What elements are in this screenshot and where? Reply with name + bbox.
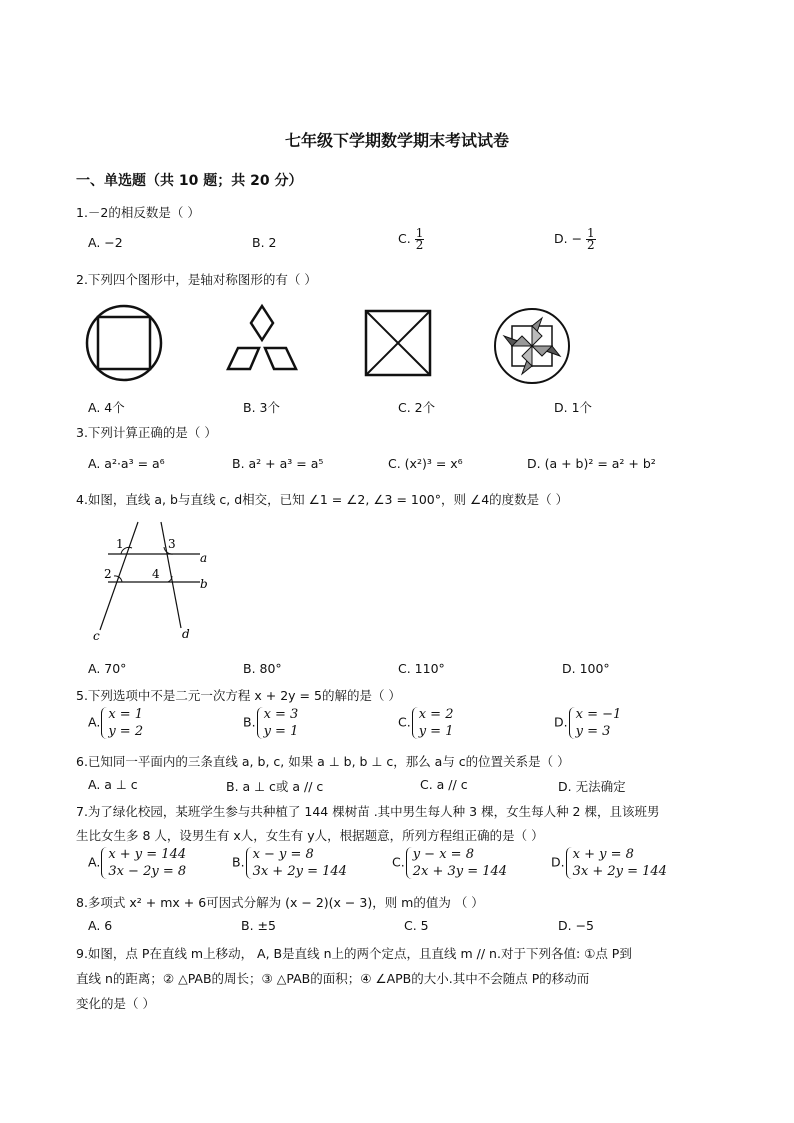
q7-b-eq2: 3x + 2y = 144 bbox=[252, 864, 347, 879]
question-7-stem-line1: 7.为了绿化校园，某班学生参与共种植了 144 棵树苗 .其中男生每人种 3 棵，女生每人种 2 棵，且该班男 bbox=[76, 804, 660, 819]
q7-a-eq2: 3x − 2y = 8 bbox=[108, 864, 187, 879]
q4-option-b: B. 80° bbox=[243, 661, 282, 676]
q4-option-a: A. 70° bbox=[88, 661, 127, 676]
q5-b-eq1: x = 3 bbox=[263, 707, 299, 722]
q7-a-eq1: x + y = 144 bbox=[108, 847, 187, 862]
q1-option-b: B. 2 bbox=[252, 235, 277, 250]
q5-option-b bbox=[243, 706, 298, 740]
q8-option-d: D. −5 bbox=[558, 918, 594, 933]
q8-option-a: A. 6 bbox=[88, 918, 113, 933]
question-3-stem: 3.下列计算正确的是（ ） bbox=[76, 425, 217, 440]
q5-c-eq1: x = 2 bbox=[418, 707, 454, 722]
question-9-line1: 9.如图，点 P在直线 m上移动， A, B是直线 n上的两个定点，且直线 m // n.对于下列各值: ①点 P到 bbox=[76, 946, 632, 961]
q5-d-eq2: y = 3 bbox=[575, 724, 611, 739]
page-title: 七年级下学期数学期末考试试卷 bbox=[284, 131, 509, 150]
q7-d-system bbox=[565, 846, 667, 880]
label-angle-2: 2 bbox=[104, 567, 112, 581]
question-8-stem: 8.多项式 x² + mx + 6可因式分解为 (x − 2)(x − 3)，则 m的值为 （ ） bbox=[76, 895, 484, 910]
q5-a-eq1: x = 1 bbox=[108, 707, 144, 722]
figure-circle-square bbox=[84, 303, 164, 383]
q5-option-d bbox=[554, 706, 621, 740]
q7-a-prefix: A. bbox=[88, 854, 101, 870]
q7-option-d bbox=[551, 846, 667, 880]
q5-d-system bbox=[568, 706, 622, 740]
q5-d-eq1: x = −1 bbox=[575, 707, 622, 722]
q5-a-prefix: A. bbox=[88, 714, 101, 730]
q7-option-b bbox=[232, 846, 347, 880]
q7-option-a bbox=[88, 846, 186, 880]
q3-option-a: A. a²·a³ = a⁶ bbox=[88, 456, 165, 471]
q7-c-prefix: C. bbox=[392, 854, 405, 870]
q5-b-eq2: y = 1 bbox=[263, 724, 299, 739]
q7-b-eq1: x − y = 8 bbox=[252, 847, 314, 862]
label-line-c: c bbox=[93, 629, 100, 643]
q7-d-prefix: D. bbox=[551, 854, 565, 870]
q1-c-num: 1 bbox=[415, 226, 424, 240]
q2-option-b: B. 3个 bbox=[243, 400, 280, 415]
q7-d-eq1: x + y = 8 bbox=[572, 847, 634, 862]
label-line-b: b bbox=[200, 577, 208, 591]
q5-c-prefix: C. bbox=[398, 714, 411, 730]
q8-option-c: C. 5 bbox=[404, 918, 429, 933]
q5-d-prefix: D. bbox=[554, 714, 568, 730]
q1-c-prefix: C. bbox=[398, 231, 411, 246]
q7-c-eq2: 2x + 3y = 144 bbox=[412, 864, 508, 879]
question-7-stem-line2: 生比女生多 8 人，设男生有 x人，女生有 y人，根据题意，所列方程组正确的是（ ） bbox=[76, 828, 544, 843]
question-4-stem: 4.如图，直线 a, b与直线 c, d相交，已知 ∠1 = ∠2, ∠3 = 100°，则 ∠4的度数是（ ） bbox=[76, 492, 569, 507]
figure-pinwheel-circle bbox=[492, 306, 572, 386]
figure-three-rhombi bbox=[224, 303, 300, 375]
q7-d-eq2: 3x + 2y = 144 bbox=[572, 864, 667, 879]
q7-b-system bbox=[245, 846, 347, 880]
question-2-stem: 2.下列四个图形中，是轴对称图形的有（ ） bbox=[76, 272, 317, 287]
q2-option-c: C. 2个 bbox=[398, 400, 436, 415]
q1-d-den: 2 bbox=[587, 238, 595, 252]
q3-option-b: B. a² + a³ = a⁵ bbox=[232, 456, 324, 471]
q1-option-c bbox=[398, 228, 424, 251]
figure-square-diagonals bbox=[364, 309, 432, 377]
q3-option-d: D. (a + b)² = a² + b² bbox=[527, 456, 656, 471]
q4-option-d: D. 100° bbox=[562, 661, 610, 676]
q1-d-fraction bbox=[586, 228, 596, 251]
q1-option-d bbox=[554, 228, 596, 251]
q1-d-num: 1 bbox=[587, 226, 595, 240]
q7-c-eq1: y − x = 8 bbox=[412, 847, 474, 862]
q7-c-system bbox=[405, 846, 507, 880]
q1-d-prefix: D. − bbox=[554, 231, 583, 246]
q5-a-eq2: y = 2 bbox=[108, 724, 144, 739]
q6-option-d: D. 无法确定 bbox=[558, 779, 626, 794]
q4-figure-lines bbox=[88, 518, 218, 646]
q2-option-d: D. 1个 bbox=[554, 400, 593, 415]
q8-option-b: B. ±5 bbox=[241, 918, 276, 933]
question-9-line2: 直线 n的距离；② △PAB的周长；③ △PAB的面积；④ ∠APB的大小.其中不会随点 P的移动而 bbox=[76, 971, 590, 986]
q5-option-a bbox=[88, 706, 143, 740]
q1-option-a: A. −2 bbox=[88, 235, 123, 250]
q7-a-system bbox=[100, 846, 186, 880]
question-9-line3: 变化的是（ ） bbox=[76, 996, 155, 1011]
q4-option-c: C. 110° bbox=[398, 661, 445, 676]
q5-c-system bbox=[411, 706, 454, 740]
label-angle-3: 3 bbox=[168, 537, 176, 551]
q1-c-den: 2 bbox=[415, 238, 424, 252]
label-line-d: d bbox=[182, 627, 190, 641]
label-angle-4: 4 bbox=[152, 567, 160, 581]
q1-c-fraction bbox=[415, 228, 425, 251]
q5-b-system bbox=[256, 706, 299, 740]
question-5-stem: 5.下列选项中不是二元一次方程 x + 2y = 5的解的是（ ） bbox=[76, 688, 401, 703]
q2-option-a: A. 4个 bbox=[88, 400, 125, 415]
q3-option-c: C. (x²)³ = x⁶ bbox=[388, 456, 463, 471]
q5-option-c bbox=[398, 706, 453, 740]
q7-option-c bbox=[392, 846, 507, 880]
q7-b-prefix: B. bbox=[232, 854, 245, 870]
section-heading: 一、单选题（共 10 题；共 20 分） bbox=[76, 173, 303, 189]
question-6-stem: 6.已知同一平面内的三条直线 a, b, c, 如果 a ⊥ b, b ⊥ c，那么 a与 c的位置关系是（ ） bbox=[76, 754, 570, 769]
q6-option-a: A. a ⊥ c bbox=[88, 777, 138, 792]
q6-option-c: C. a // c bbox=[420, 777, 468, 792]
q5-c-eq2: y = 1 bbox=[418, 724, 454, 739]
q5-b-prefix: B. bbox=[243, 714, 256, 730]
label-angle-1: 1 bbox=[116, 537, 124, 551]
q6-option-b: B. a ⊥ c或 a // c bbox=[226, 779, 324, 794]
label-line-a: a bbox=[200, 551, 208, 565]
question-1-stem: 1.－2的相反数是（ ） bbox=[76, 205, 200, 220]
q5-a-system bbox=[100, 706, 143, 740]
